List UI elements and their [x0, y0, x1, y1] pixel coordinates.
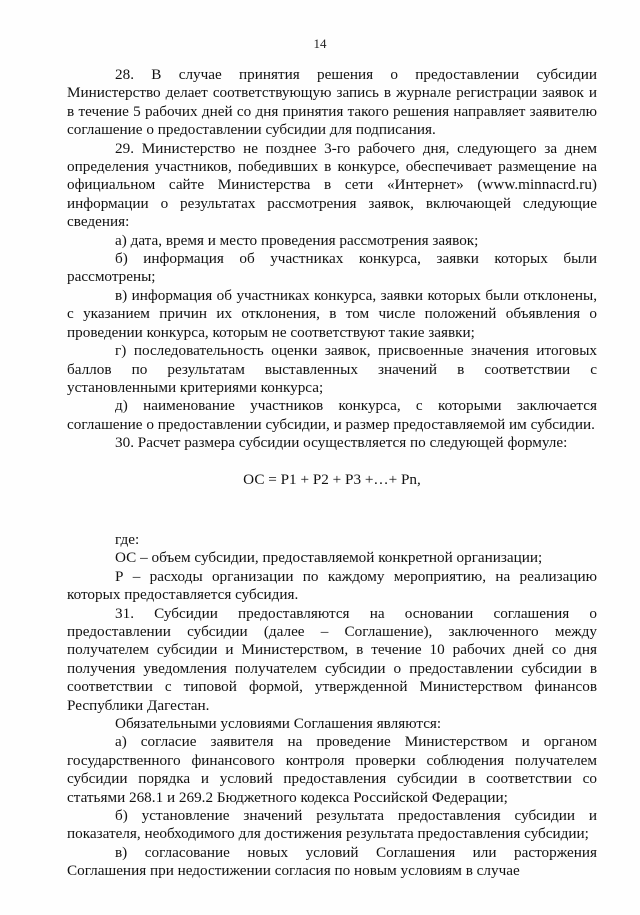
paragraph-pd	[67, 397, 597, 434]
paragraph-pv	[67, 287, 597, 342]
text-line: предоставлении субсидии (далее – Соглашение), заключенного между	[67, 622, 597, 640]
text-line: субсидии порядка и условий предоставления субсидии в соответствии со	[67, 770, 597, 788]
text-line: сведения:	[67, 213, 130, 231]
text-line: государственного финансового контроля проверки соблюдения получателем	[67, 751, 597, 769]
text-line: в) информация об участниках конкурса, заявки которых были отклонены,	[115, 286, 597, 304]
text-line: с указанием причин их отклонения, в том числе положений объявления о	[67, 305, 597, 323]
paragraph-pa	[67, 232, 597, 250]
text-line: соглашение о предоставлении субсидии для подписания.	[67, 121, 436, 139]
text-line: д) наименование участников конкурса, с которыми заключается	[115, 397, 597, 415]
text-line: баллов по результатам выставленных значений в соответствии с	[67, 360, 597, 378]
text-line: получателем субсидии и Министерством, в течение 10 рабочих дней со дня	[67, 641, 597, 659]
text-line: 28. В случае принятия решения о предоставлении субсидии	[115, 66, 597, 83]
paragraph-cb	[67, 807, 597, 844]
text-line: официальном сайте Министерства в сети «Интернет» (www.minnacrd.ru)	[67, 176, 597, 194]
text-line: а) дата, время и место проведения рассмотрения заявок;	[115, 231, 479, 249]
text-line: рассмотрены;	[67, 268, 156, 286]
paragraph-pb	[67, 250, 597, 287]
text-line: г) последовательность оценки заявок, присвоенные значения итоговых	[115, 342, 597, 360]
paragraph-oc	[67, 549, 597, 567]
paragraph-r	[67, 568, 597, 605]
text-line: определения участников, победивших в конкурсе, обеспечивает размещение на	[67, 158, 597, 176]
paragraph-p29	[67, 140, 597, 232]
text-line: ОС – объем субсидии, предоставляемой конкретной организации;	[115, 549, 543, 567]
paragraph-where	[67, 531, 597, 549]
paragraph-pg	[67, 342, 597, 397]
text-line: 30. Расчет размера субсидии осуществляется по следующей формуле:	[115, 434, 568, 452]
text-line: соответствии с типовой формой, утвержденной Министерством финансов	[67, 678, 597, 696]
text-line: 31. Субсидии предоставляются на основании соглашения о	[115, 604, 597, 622]
subsidy-formula: ОС = Р1 + Р2 + Р3 +…+ Рn,	[243, 470, 421, 488]
text-line: б) установление значений результата предоставления субсидии и	[115, 807, 597, 825]
text-line: соглашение о предоставлении субсидии, и размер предоставляемой им субсидии.	[67, 415, 595, 433]
text-line: Министерство делает соответствующую запись в журнале регистрации заявок и	[67, 84, 597, 102]
text-line: которых предоставляется субсидия.	[67, 586, 299, 604]
text-line: 29. Министерство не позднее 3-го рабочего дня, следующего за днем	[115, 139, 597, 157]
paragraph-cond	[67, 715, 597, 733]
text-line: установленными критериями конкурса;	[67, 378, 324, 396]
text-line: получения уведомления получателем субсидии о предоставлении субсидии в	[67, 659, 597, 677]
page-number: 14	[313, 36, 327, 51]
text-line: Республики Дагестан.	[67, 696, 210, 714]
text-line: Р – расходы организации по каждому мероприятию, на реализацию	[115, 567, 597, 585]
paragraph-p31	[67, 605, 597, 715]
paragraph-p28	[67, 66, 597, 140]
text-line: статьями 268.1 и 269.2 Бюджетного кодекса Российской Федерации;	[67, 788, 508, 806]
text-line: Обязательными условиями Соглашения являются:	[115, 715, 442, 732]
paragraph-ca	[67, 733, 597, 807]
document-body	[67, 66, 597, 881]
paragraph-p30	[67, 434, 597, 452]
text-line: в течение 5 рабочих дней со дня принятия такого решения направляет заявителю	[67, 102, 597, 120]
text-block-before-formula	[67, 66, 597, 453]
text-line: проведении конкурса, которым не соответствуют такие заявки;	[67, 323, 475, 341]
text-block-after-formula	[67, 531, 597, 881]
text-line: б) информация об участниках конкурса, заявки которых были	[115, 250, 597, 268]
text-line: Соглашения при недостижении согласия по новым условиям в случае	[67, 862, 520, 880]
text-line: информации о результатах рассмотрения заявок, включающей следующие	[67, 194, 597, 212]
text-line: а) согласие заявителя на проведение Министерством и органом	[115, 733, 597, 751]
text-line: где:	[115, 530, 140, 548]
text-line: в) согласование новых условий Соглашения или расторжения	[115, 843, 597, 861]
paragraph-cv	[67, 844, 597, 881]
text-line: показателя, необходимого для достижения результата предоставления субсидии;	[67, 825, 589, 843]
